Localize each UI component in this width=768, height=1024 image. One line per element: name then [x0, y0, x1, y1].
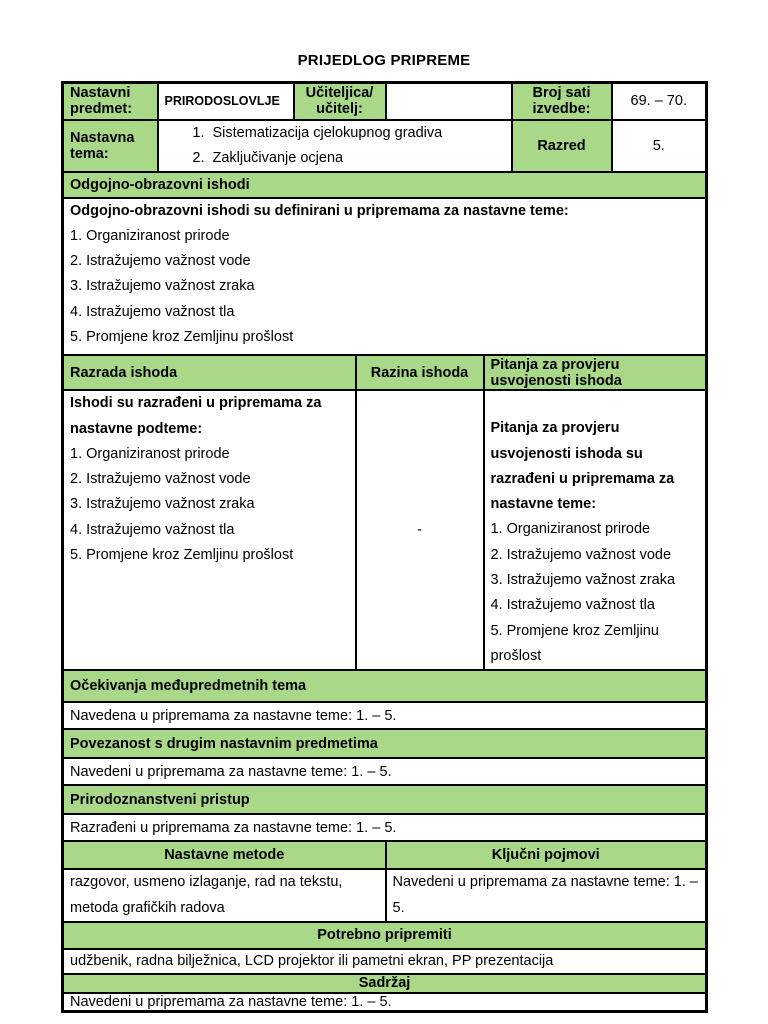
outcomes-heading: Odgojno-obrazovni ishodi [63, 172, 707, 198]
outcome-item: 1. Organiziranost prirode [70, 227, 230, 244]
outcome-item: 5. Promjene kroz Zemljinu prošlost [70, 328, 294, 345]
lesson-plan-table [61, 81, 708, 1013]
topic-label: Nastavna tema: [63, 120, 158, 172]
header-row-2 [63, 120, 707, 172]
cross-curricular-heading: Očekivanja međupredmetnih tema [63, 670, 707, 702]
elaboration-item: 3. Istražujemo važnost zraka [70, 496, 255, 513]
outcomes-intro: Odgojno-obrazovni ishodi su definirani u pripremama za nastavne teme: [70, 202, 569, 219]
outcome-item: 2. Istražujemo važnost vode [70, 253, 251, 270]
content-value: Navedeni u pripremama za nastavne teme: 1. – 5. [63, 993, 707, 1012]
question-item: 1. Organiziranost prirode [490, 521, 651, 538]
science-approach-value: Razrađeni u pripremama za nastavne teme: 1. – 5. [63, 814, 707, 841]
questions-content [484, 390, 707, 670]
elaboration-heading: Razrada ishoda [63, 355, 356, 390]
content-heading: Sadržaj [63, 974, 707, 993]
key-terms-heading: Ključni pojmovi [386, 841, 707, 869]
hours-label: Broj sati izvedbe: [512, 83, 612, 120]
topic-item: 2. Zaključivanje ocjena [209, 146, 511, 171]
outcome-item: 4. Istražujemo važnost tla [70, 303, 235, 320]
other-subjects-value: Navedeni u pripremama za nastavne teme: 1. – 5. [63, 758, 707, 785]
methods-value: razgovor, usmeno izlaganje, rad na tekstu, metoda grafičkih radova [63, 869, 386, 922]
methods-heading: Nastavne metode [63, 841, 386, 869]
level-heading: Razina ishoda [356, 355, 484, 390]
science-approach-heading: Prirodoznanstveni pristup [63, 785, 707, 814]
outcomes-content [63, 198, 707, 356]
outcome-item: 3. Istražujemo važnost zraka [70, 278, 255, 295]
materials-value: udžbenik, radna bilježnica, LCD projektor ili pametni ekran, PP prezentacija [63, 949, 707, 974]
subject-label: Nastavni predmet: [63, 83, 158, 120]
questions-heading: Pitanja za provjeru usvojenosti ishoda [484, 355, 707, 390]
subject-value: PRIRODOSLOVLJE [158, 83, 294, 120]
question-item: 3. Istražujemo važnost zraka [490, 572, 676, 589]
elaboration-item: 2. Istražujemo važnost vode [70, 471, 251, 488]
topic-item: 1. Sistematizacija cjelokupnog gradiva [209, 121, 511, 146]
teacher-label: Učiteljica/ učitelj: [294, 83, 386, 120]
elaboration-content [63, 390, 356, 670]
elaboration-item: 5. Promjene kroz Zemljinu prošlost [70, 547, 294, 564]
grade-label: Razred [512, 120, 612, 172]
page-title: PRIJEDLOG PRIPREME [297, 52, 471, 69]
question-item: 5. Promjene kroz Zemljinu prošlost [490, 622, 659, 664]
grade-value: 5. [612, 120, 707, 172]
topic-list-cell [158, 120, 512, 172]
question-item: 4. Istražujemo važnost tla [490, 597, 655, 614]
teacher-value [386, 83, 512, 120]
elaboration-item: 1. Organiziranost prirode [70, 445, 230, 462]
topic-list [159, 121, 511, 171]
question-item: 2. Istražujemo važnost vode [490, 546, 672, 563]
elaboration-item: 4. Istražujemo važnost tla [70, 521, 235, 538]
cross-curricular-value: Navedena u pripremama za nastavne teme: 1. – 5. [63, 702, 707, 729]
questions-intro: Pitanja za provjeru usvojenosti ishoda su razrađeni u pripremama za nastavne teme: [490, 420, 675, 513]
hours-value: 69. – 70. [612, 83, 707, 120]
key-terms-value: Navedeni u pripremama za nastavne teme: 1. – 5. [386, 869, 707, 922]
materials-heading: Potrebno pripremiti [63, 922, 707, 949]
other-subjects-heading: Povezanost s drugim nastavnim predmetima [63, 729, 707, 758]
elaboration-intro: Ishodi su razrađeni u pripremama za nastavne podteme: [70, 395, 322, 437]
header-row-1 [63, 83, 707, 120]
level-value: - [356, 390, 484, 670]
